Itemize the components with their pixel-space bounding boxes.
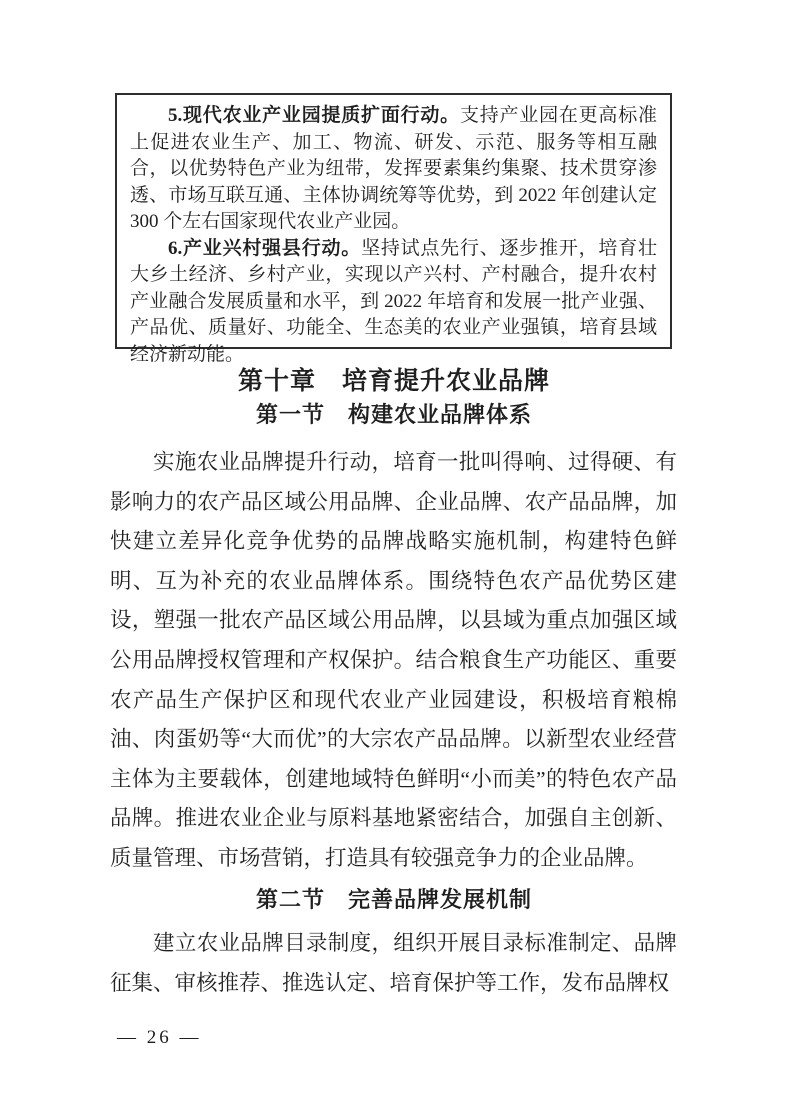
section-1-paragraph: 实施农业品牌提升行动，培育一批叫得响、过得硬、有影响力的农产品区域公用品牌、企业品牌、农产品品牌，加快建立差异化竞争优势的品牌战略实施机制，构建特色鲜明、互为补充的农业品牌体系。围绕特色农产品优势区建设，塑强一批农产品区域公用品牌，以县域为重点加强区域公用品牌授权管理和产权保护。结合粮食生产功能区、重要农产品生产保护区和现代农业产业园建设，积极培育粮棉油、肉蛋奶等“大而优”的大宗农产品品牌。以新型农业经营主体为主要载体，创建地域特色鲜明“小而美”的特色农产品品牌。推进农业企业与原料基地紧密结合，加强自主创新、质量管理、市场营销，打造具有较强竞争力的企业品牌。 [110,450,677,870]
chapter-title: 第十章 培育提升农业品牌 [237,367,550,395]
section-2-heading: 第二节 完善品牌发展机制 [255,887,532,912]
action-item-5-title: 5.现代农业产业园提质扩面行动。 [168,105,460,126]
action-item-6 [130,236,657,369]
section-2-paragraph: 建立农业品牌目录制度，组织开展目录标准制定、品牌征集、审核推荐、推选认定、培育保护等工作，发布品牌权 [110,931,677,995]
action-items-box [115,93,672,365]
action-item-5-body: 支持产业园在更高标准上促进农业生产、加工、物流、研发、示范、服务等相互融合，以优势特色产业为纽带，发挥要素集约集聚、技术贯穿渗透、市场互联互通、主体协调统筹等优势，到 2022 年创建认定 300 个左右国家现代农业产业园。 [130,105,657,232]
action-item-6-title: 6.产业兴村强县行动。 [168,237,362,259]
page-number: — 26 — [117,1027,202,1048]
action-item-6-body: 坚持试点先行、逐步推开，培育壮大乡土经济、乡村产业，实现以产兴村、产村融合，提升农村产业融合发展质量和水平，到 2022 年培育和发展一批产业强、产品优、质量好、功能全、生态美的农业产业强镇，培育县域经济新动能。 [130,237,657,365]
section-1-heading: 第一节 构建农业品牌体系 [255,402,532,427]
action-item-5 [130,103,657,236]
